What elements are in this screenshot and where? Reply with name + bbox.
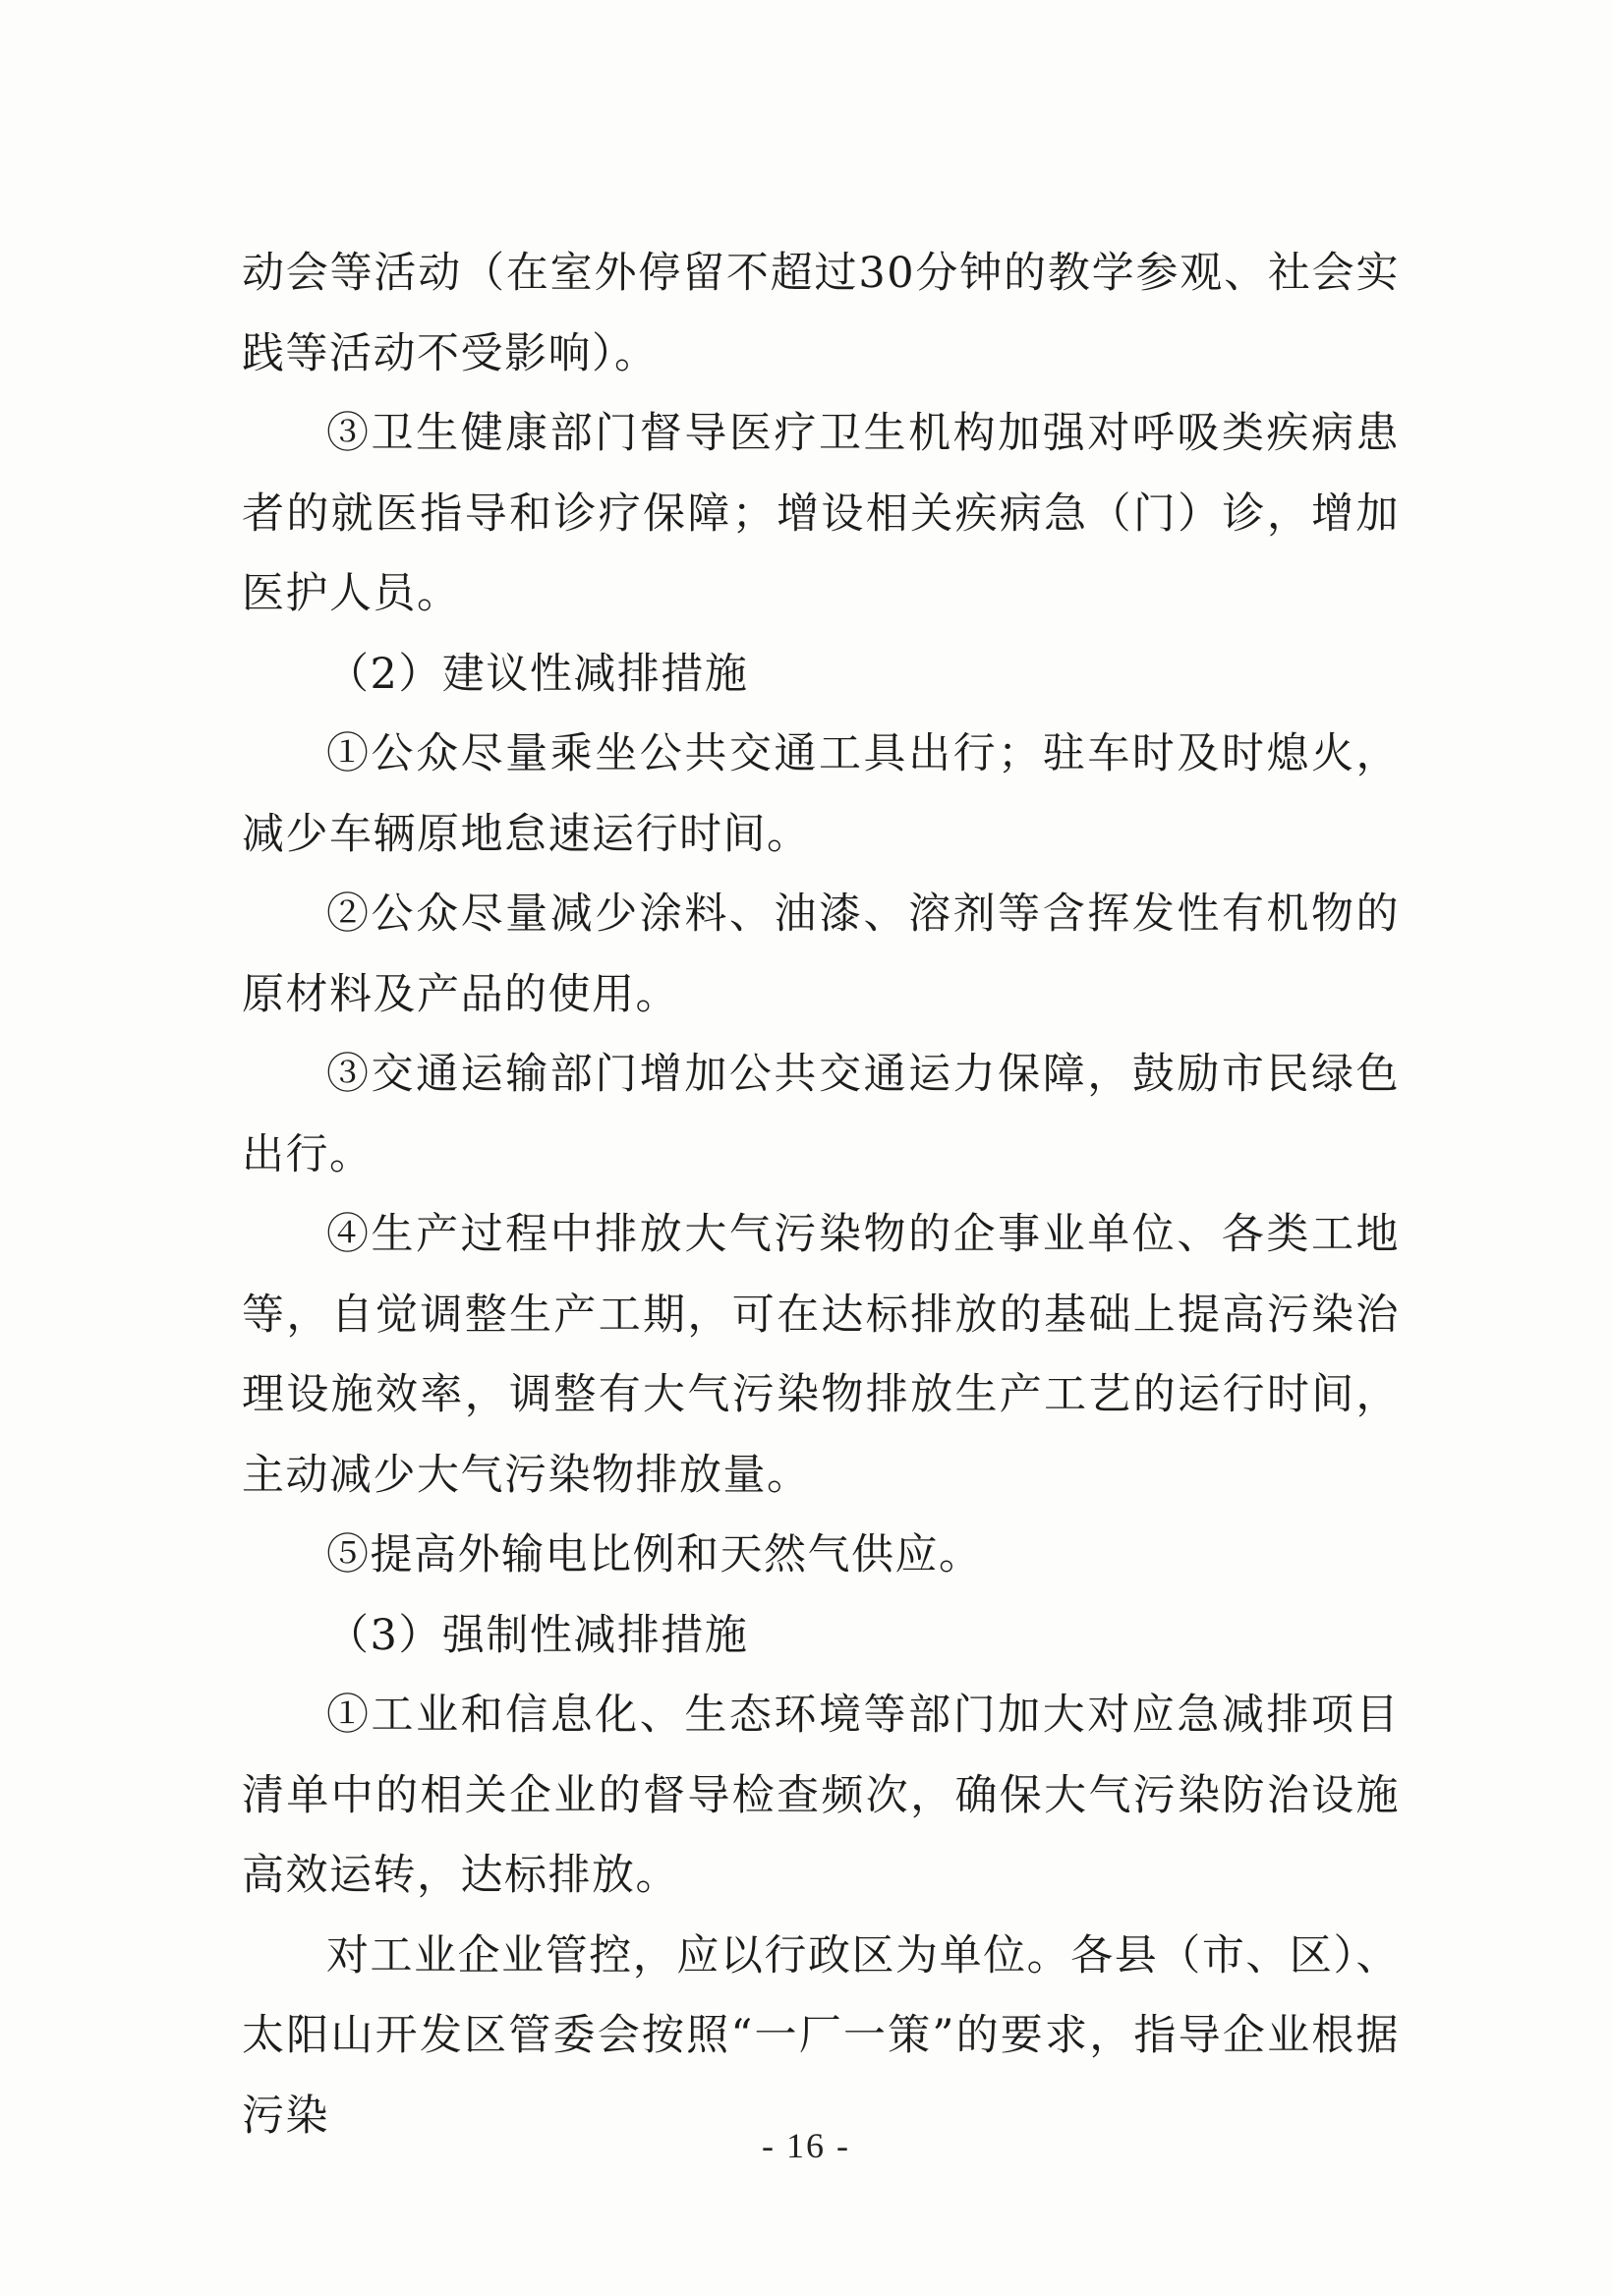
paragraph-transport-dept: ③交通运输部门增加公共交通运力保障，鼓励市民绿色出行。 — [242, 1050, 1400, 1179]
body-text — [242, 234, 1400, 2156]
section-heading-advisory: （2）建议性减排措施 — [326, 649, 749, 699]
page-number: - 16 - — [762, 2126, 850, 2165]
paragraph-electricity: ⑤提高外输电比例和天然气供应。 — [326, 1530, 983, 1579]
paragraph-coatings: ②公众尽量减少涂料、油漆、溶剂等含挥发性有机物的原材料及产品的使用。 — [242, 890, 1400, 1019]
paragraph-health-dept: ③卫生健康部门督导医疗卫生机构加强对呼吸类疾病患者的就医指导和诊疗保障；增设相关疾病急（门）诊，增加医护人员。 — [242, 409, 1400, 618]
paragraph-inspection: ①工业和信息化、生态环境等部门加大对应急减排项目清单中的相关企业的督导检查频次，确保大气污染防治设施高效运转，达标排放。 — [242, 1691, 1400, 1900]
paragraph-enterprises: ④生产过程中排放大气污染物的企事业单位、各类工地等，自觉调整生产工期，可在达标排放的基础上提高污染治理设施效率，调整有大气污染物排放生产工艺的运行时间，主动减少大气污染物排放量。 — [242, 1210, 1400, 1500]
section-heading-mandatory: （3）强制性减排措施 — [326, 1610, 749, 1660]
paragraph-public-transport: ①公众尽量乘坐公共交通工具出行；驻车时及时熄火，减少车辆原地怠速运行时间。 — [242, 729, 1400, 859]
paragraph-continuation: 动会等活动（在室外停留不超过30分钟的教学参观、社会实践等活动不受影响）。 — [242, 249, 1400, 378]
paragraph-industrial-control: 对工业企业管控，应以行政区为单位。各县（市、区）、太阳山开发区管委会按照“一厂一策”的要求，指导企业根据污染 — [242, 1930, 1400, 2141]
